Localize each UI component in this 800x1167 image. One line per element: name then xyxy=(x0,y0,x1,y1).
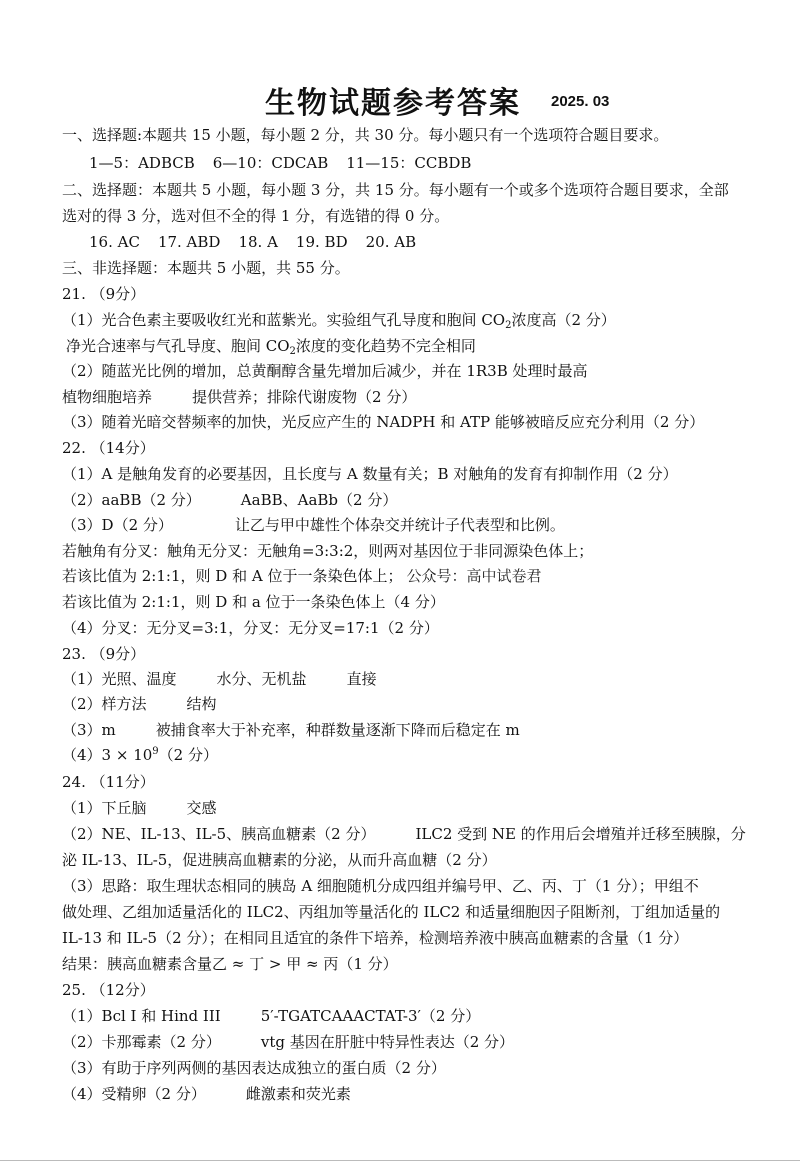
answer-18: 18. A xyxy=(238,233,278,251)
q24-line1: （1）下丘脑 交感 xyxy=(62,799,217,817)
section2-heading: 二、选择题：本题共 5 小题，每小题 3 分，共 15 分。每小题有一个或多个选项符合题目要求，全部 xyxy=(62,181,729,199)
q25-line1: （1）Bcl I 和 Hind III 5′-TGATCAAACTAT-3′（2 分） xyxy=(62,1007,481,1025)
q22-line4: 若触角有分叉：触角无分叉：无触角=3:3:2，则两对基因位于非同源染色体上； xyxy=(62,542,594,560)
answer-16: 16. AC xyxy=(89,233,140,251)
title-bar xyxy=(0,76,800,120)
answer-19: 19. BD xyxy=(295,233,348,251)
q24-line3: 泌 IL-13、IL-5，促进胰高血糖素的分泌，从而升高血糖（2 分） xyxy=(62,851,497,869)
q23-line4: $(4)3 \times 10^9(2$ 分） xyxy=(62,746,218,764)
q21-line3: （2）随蓝光比例的增加，总黄酮醇含量先增加后减少，并在 1R3B 处理时最高 xyxy=(62,362,588,380)
q24-line4: （3）思路：取生理状态相同的胰岛 A 细胞随机分成四组并编号甲、乙、丙、丁（1 分）；甲组不 xyxy=(62,877,699,895)
page-date: 2025. 03 xyxy=(551,93,610,110)
q22-line5: 若该比值为 2:1:1，则 D 和 A 位于一条染色体上； 公众号：高中试卷君 xyxy=(62,567,542,585)
answer-6-10: 6—10：CDCAB xyxy=(212,154,329,172)
section1-answers xyxy=(89,153,471,173)
q24-line7: 结果：胰高血糖素含量乙 ≈ 丁 > 甲 ≈ 丙（1 分） xyxy=(62,955,398,973)
q21-line2: 净光合速率与气孔导度、胞间 $CO_2$浓度的变化趋势不完全相同 xyxy=(66,337,476,357)
q22-number: 22. （14分） xyxy=(62,439,155,457)
q21-line4: 植物细胞培养 提供营养；排除代谢废物（2 分） xyxy=(62,388,417,406)
section2-answers xyxy=(89,232,416,252)
section1-heading: 一、选择题:本题共 15 小题，每小题 2 分，共 30 分。每小题只有一个选项符合题目要求。 xyxy=(62,126,669,144)
q21-number: 21. （9分） xyxy=(62,285,146,303)
q22-line7: （4）分叉：无分叉=3:1，分叉：无分叉=17:1（2 分） xyxy=(62,619,439,637)
q21-line1: （1）光合色素主要吸收红光和蓝紫光。实验组气孔导度和胞间 $CO_2$浓度高（2 分） xyxy=(62,311,616,331)
page-title: 生物试题参考答案 xyxy=(265,86,521,121)
q24-line5: 做处理、乙组加适量活化的 ILC2、丙组加等量活化的 ILC2 和适量细胞因子阻断剂，丁组加适量的 xyxy=(62,903,721,921)
q22-line1: （1）A 是触角发育的必要基因，且长度与 A 数量有关；B 对触角的发育有抑制作用（2 分） xyxy=(62,465,678,483)
q25-line3: （3）有助于序列两侧的基因表达成独立的蛋白质（2 分） xyxy=(62,1059,446,1077)
answer-17: 17. ABD xyxy=(157,233,221,251)
q24-number: 24. （11分） xyxy=(62,773,155,791)
q23-line3: （3）m 被捕食率大于补充率，种群数量逐渐下降而后稳定在 m xyxy=(62,721,520,739)
bottom-divider xyxy=(0,1160,800,1161)
answer-11-15: 11—15：CCBDB xyxy=(346,154,472,172)
q22-line6: 若该比值为 2:1:1，则 D 和 a 位于一条染色体上（4 分） xyxy=(62,593,445,611)
q21-line5: （3）随着光暗交替频率的加快，光反应产生的 NADPH 和 ATP 能够被暗反应充分利用（2 分） xyxy=(62,413,705,431)
q23-number: 23. （9分） xyxy=(62,645,146,663)
q25-line4: （4）受精卵（2 分） 雌激素和荧光素 xyxy=(62,1085,351,1103)
answer-1-5: 1—5：ADBCB xyxy=(89,154,195,172)
q22-line3: （3）D（2 分） 让乙与甲中雄性个体杂交并统计子代表型和比例。 xyxy=(62,516,565,534)
watermark-text: 公众号：高中试卷君 xyxy=(406,567,542,585)
q22-line2: （2）aaBB（2 分） AaBB、AaBb（2 分） xyxy=(62,491,398,509)
q23-line2: （2）样方法 结构 xyxy=(62,695,217,713)
q24-line6: IL-13 和 IL-5（2 分）；在相同且适宜的条件下培养，检测培养液中胰高血糖素的含量（1 分） xyxy=(62,929,689,947)
q25-number: 25. （12分） xyxy=(62,981,155,999)
section3-heading: 三、非选择题：本题共 5 小题，共 55 分。 xyxy=(62,259,350,277)
q23-line1: （1）光照、温度 水分、无机盐 直接 xyxy=(62,670,377,688)
answer-20: 20. AB xyxy=(365,233,417,251)
q24-line2: （2）NE、IL-13、IL-5、胰高血糖素（2 分） ILC2 受到 NE 的作用后会增殖并迁移至胰腺，分 xyxy=(62,825,746,843)
q25-line2: （2）卡那霉素（2 分） vtg 基因在肝脏中特异性表达（2 分） xyxy=(62,1033,515,1051)
section2-heading-cont: 选对的得 3 分，选对但不全的得 1 分，有选错的得 0 分。 xyxy=(62,207,450,225)
